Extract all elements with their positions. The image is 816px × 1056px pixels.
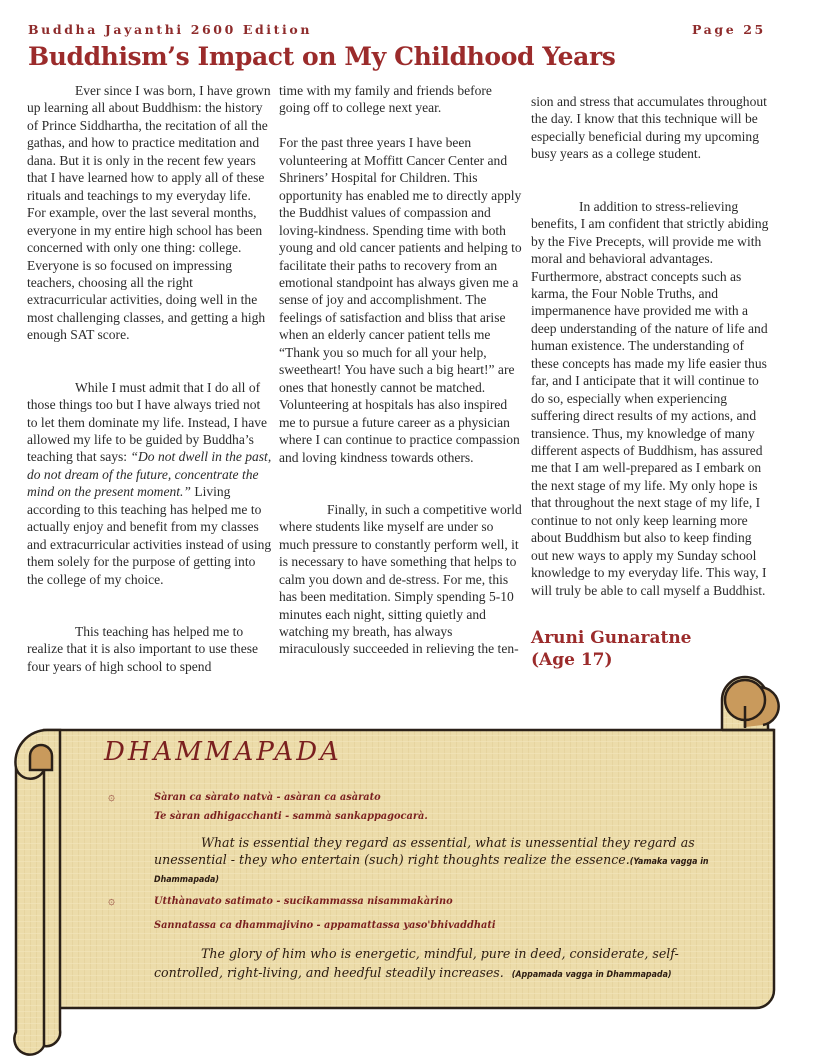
paragraph: While I must admit that I do all of those things too but I have always tried not to let them dominate my life. Instead, I have allowed my life to be guided by Buddha’s teaching that says: “Do not dwell in the past, do not dream of the future, concentrate the mind on the present moment.” Living according to this teaching has helped me to actually enjoy and benefit from my classes and extracurricular activities instead of using them solely for the purpose of getting into the college of my choice. [27,379,272,587]
scroll-left-curl [30,745,52,770]
paragraph: Ever since I was born, I have grown up learning all about Buddhism: the history of Prince Siddhartha, the recitation of all the gathas, and how to practice meditation and dana. But it is only in the recent few years that I have learned how to apply all of these rituals and teachings to my everyday life. For example, over the last several months, everyone in my entire high school has been concerned with only one thing: college. Everyone is so focused on impressing teachers, choosing all the right extracurricular activities, doing well in the most challenging classes, and getting a high enough SAT score. [27,83,271,343]
article-title: Buddhism’s Impact on My Childhood Years [28,42,616,71]
pali-verse-1-line-1: Sàran ca sàrato natvà - asàran ca asàrato [154,792,381,803]
author-age: (Age 17) [531,649,613,670]
buddha-quote: “Do not dwell in the past, do not dream of the future, concentrate the mind on the present moment.” [27,449,272,500]
verse-1-source: (Yamaka vagga in Dhammapada) [154,856,709,885]
dharma-wheel-icon: ۞ [108,789,116,803]
publication-header: Buddha Jayanthi 2600 Edition [28,22,313,37]
verse-1-translation: What is essential they regard as essential, what is unessential they regard as unessential - they who entertain (such) right thoughts realize the essence.(Yamaka vagga in Dhammapada) [154,835,709,885]
pali-verse-1-line-2: Te sàran adhigacchanti - sammà sankappagocarà. [154,811,428,822]
verse-2-source: (Appamada vagga in Dhammapada) [511,970,672,980]
paragraph: For the past three years I have been volunteering at Moffitt Cancer Center and Shriners’ Hospital for Children. This opportunity has enabled me to directly apply the Buddhist values of compassion and loving-kindness. Spending time with both young and old cancer patients and helping to facilitate their paths to recovery from an emotional standpoint has always given me a sense of joy and accomplishment. The feelings of satisfaction and bliss that arise when an elderly cancer patient tells me “Thank you so much for all your help, sweetheart! You have such a big heart!” are ones that honestly cannot be matched. Volunteering at hospitals has also inspired me to pursue a future career as a physician where I can continue to practice compassion and loving kindness towards others. [279,135,522,465]
author-name: Aruni Gunaratne [531,627,692,648]
paragraph: Finally, in such a competitive world where students like myself are under so much pressure to constantly perform well, it is necessary to have something that helps to calm you down and de-stress. For me, this has been meditation. Simply spending 5-10 minutes each night, sitting quietly and watching my breath, has always miraculously succeeded in relieving the ten- [279,501,522,657]
dhammapada-title: DHAMMAPADA [104,737,342,767]
pali-verse-2-line-1: Utthànavato satimato - sucikammassa nisammakàrino [154,896,453,907]
scroll-left-roll [14,730,60,1055]
paragraph: time with my family and friends before going off to college next year. [279,83,492,116]
page-number: Page 25 [692,22,766,37]
pali-verse-2-line-2: Sannatassa ca dhammajivino - appamattassa yaso'bhivaddhati [154,920,496,931]
verse-2-translation: The glory of him who is energetic, mindful, pure in deed, considerate, self-controlled, right-living, and heedful steadily increases. (Appamada vagga in Dhammapada) [154,946,679,980]
paragraph: sion and stress that accumulates throughout the day. I know that this technique will be especially beneficial during my upcoming busy years as a college student. [531,94,767,162]
paragraph: This teaching has helped me to realize that it is also important to use these four years of high school to spend [27,623,258,674]
paragraph: In addition to stress-relieving benefits, I am confident that strictly abiding by the Five Precepts, will provide me with moral and behavioral advantages. Furthermore, abstract concepts such as karma, the Four Noble Truths, and impermanence have provided me with a deep understanding of the nature of life and human existence. The understanding of these concepts has made my life easier thus far, and I anticipate that it will continue to do so, especially when experiencing suffering direct results of my actions, and transience. Thus, my knowledge of many different aspects of Buddhism, has assured me that I am well-prepared as I embark on the next stage of my life. My only hope is that throughout the next stage of my life, I continue to not only keep learning more about Buddhism but also to keep finding out new ways to apply my Sunday school knowledge to my everyday life. This way, I will truly be able to call myself a Buddhist. [531,198,769,598]
dharma-wheel-icon: ۞ [108,893,116,907]
